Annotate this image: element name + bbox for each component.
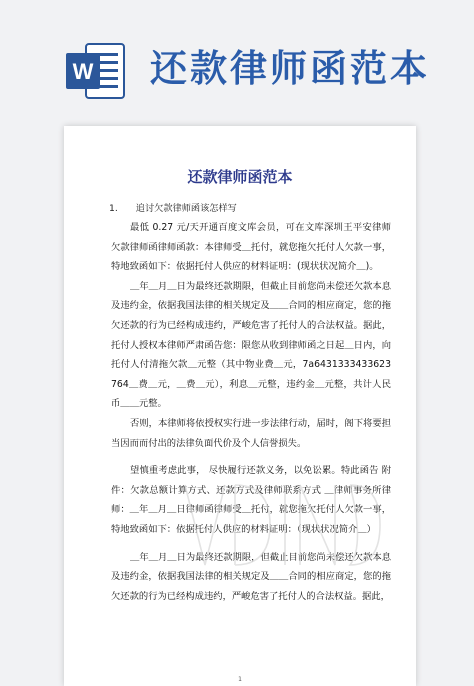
section-heading-text: 追讨欠款律师函该怎样写 — [135, 203, 237, 214]
paragraph-intro: 最低 0.27 元/天开通百度文库会员，可在文库深圳王平安律师 欠款律师函律师函款：本律师受＿托付，就您拖欠托付人欠款一事，特地致函如下：依据托付人供应的材料证明：(现状状况简介＿)。 — [111, 222, 391, 273]
document-title: 还款律师函范本 — [187, 168, 293, 186]
document-banner — [0, 0, 474, 140]
paragraph-notice: 望慎重考虑此事， 尽快履行还款义务，以免讼累。特此函告 附件：欠款总额计算方式、还款方式及律师联系方式 ＿律师事务所律师：＿年＿月＿日律师函律师受＿托付，就您拖欠托付人欠款一事，特地致函如下：依据托付人供应的材料证明：（现状状况简介＿） — [111, 465, 391, 535]
section-heading — [109, 200, 237, 214]
document-body — [111, 218, 391, 606]
paragraph-deadline: ＿年＿月＿日为最终还款期限，但截止目前您尚未偿还欠款本息及违约金，依据我国法律的相关规定及＿＿合同的相应商定，您的拖欠还款的行为已经构成违约，严峻危害了托付人的合法权益。据此，托付人授权本律师严肃函告您：限您从收到律师函之日起＿日内，向托付人付清拖欠款＿元整（其中物业费＿元，7a6431333433623764＿费＿元，＿费＿元），利息＿元整，违约金＿元整，共计人民币＿＿元整。 — [111, 280, 391, 410]
paragraph-consequence: 否则，本律师将依授权实行进一步法律行动，届时，阁下将要担当因而而付出的法律负面代价及个人信誉损失。 — [111, 417, 391, 449]
paragraph-deadline-repeat: ＿年＿月＿日为最终还款期限，但截止目前您尚未偿还欠款本息及违约金，依据我国法律的相关规定及＿＿合同的相应商定，您的拖欠还款的行为已经构成违约，严峻危害了托付人的合法权益。据此， — [111, 551, 391, 602]
word-logo-letter: W — [72, 59, 94, 84]
document-page — [64, 126, 416, 686]
page-number: 1 — [238, 676, 242, 683]
word-document-icon — [64, 40, 126, 102]
section-number: 1. — [109, 203, 118, 214]
banner-title: 还款律师函范本 — [150, 46, 430, 90]
